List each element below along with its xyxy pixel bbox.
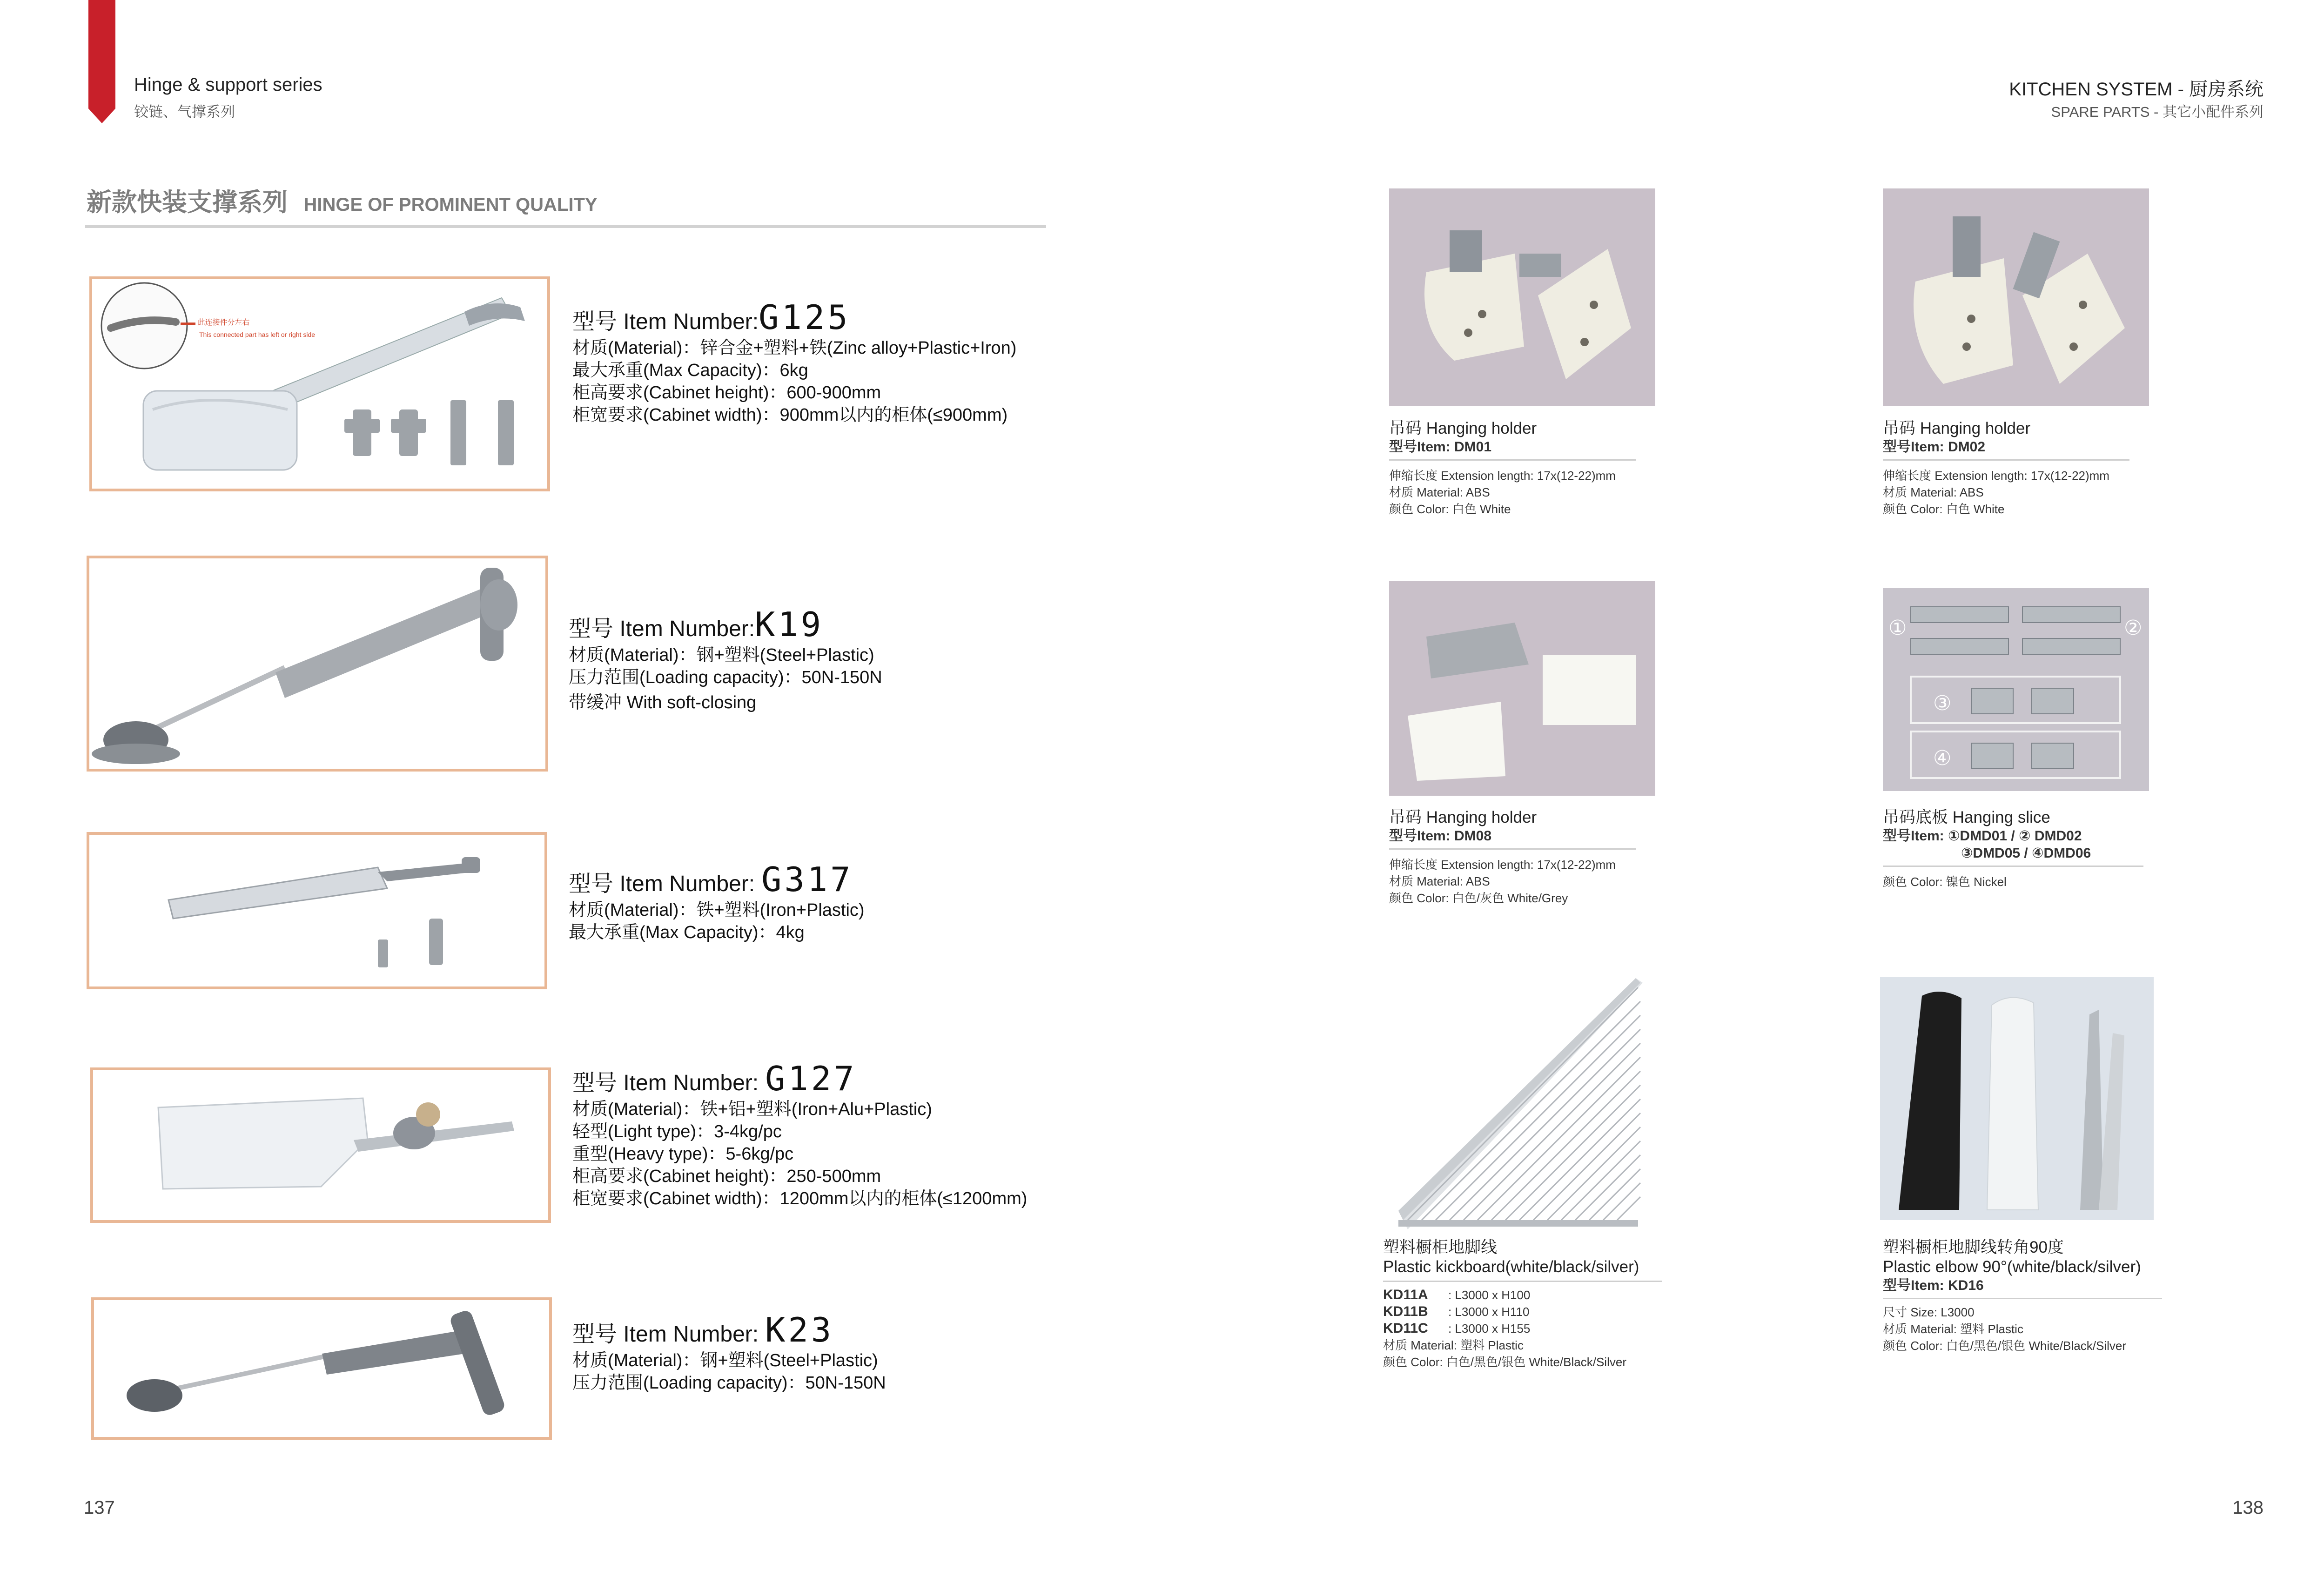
caption-divider [1389,459,1636,461]
spec-line: 最大承重(Max Capacity)：4kg [569,923,805,942]
item-number-label: 型号 Item Number: [572,1322,759,1347]
header-left-title: Hinge & support series [134,74,322,95]
caption-line: 尺寸 Size: L3000 [1883,1305,1975,1319]
photo-dmd [1883,588,2149,791]
header-right-subtitle: SPARE PARTS - 其它小配件系列 [2051,104,2264,120]
kd-size: : L3000 x H155 [1448,1322,1531,1335]
caption-dm08 [1389,808,1636,906]
caption-line: 颜色 Color: 镍色 Nickel [1883,875,2007,889]
caption-title-en: Plastic kickboard(white/black/silver) [1383,1258,1639,1276]
spec-line: 柜宽要求(Cabinet width)：900mm以内的柜体(≤900mm) [572,405,1008,425]
caption-title: 吊码 Hanging holder [1389,808,1537,826]
product-spec-g127 [572,1059,1027,1210]
header-right-title: KITCHEN SYSTEM - 厨房系统 [2009,79,2264,100]
item-number: G317 [761,860,853,899]
caption-line: 材质 Material: ABS [1883,485,1984,499]
page-number-right: 138 [2232,1497,2264,1518]
caption-line: 颜色 Color: 白色 White [1883,502,2005,516]
caption-kd11 [1383,1238,1662,1370]
marker-4: ④ [1933,746,1952,770]
item-number-label: 型号 Item Number: [569,617,755,641]
caption-line: 伸缩长度 Extension length: 17x(12-22)mm [1883,469,2109,483]
caption-item: 型号Item: ①DMD01 / ② DMD02 [1883,828,2082,844]
caption-line: 颜色 Color: 白色/黑色/银色 White/Black/Silver [1383,1355,1626,1369]
caption-title: 吊码底板 Hanging slice [1883,808,2050,826]
caption-line: 颜色 Color: 白色 White [1389,502,1511,516]
caption-line: 伸缩长度 Extension length: 17x(12-22)mm [1389,858,1616,872]
spec-line: 材质(Material)：钢+塑料(Steel+Plastic) [572,1351,878,1370]
svg-text:▬▬ 此连接件分左右: ▬▬ 此连接件分左右 [181,319,250,327]
caption-divider [1383,1281,1662,1282]
section-title [87,182,598,218]
caption-line: 材质 Material: ABS [1389,485,1490,499]
caption-item: 型号Item: DM02 [1883,439,1986,455]
caption-dm02 [1883,419,2129,517]
spec-line: 材质(Material)：铁+塑料(Iron+Plastic) [569,900,865,920]
spec-line: 轻型(Light type)：3-4kg/pc [572,1122,782,1141]
spec-line: 最大承重(Max Capacity)：6kg [572,361,808,380]
photo-dm08 [1389,581,1655,796]
spec-line: 材质(Material)：锌合金+塑料+铁(Zinc alloy+Plastic+Iron) [572,338,1017,358]
spec-line: 柜高要求(Cabinet height)：600-900mm [572,383,881,403]
item-number: K19 [755,605,824,644]
product-spec-g317 [569,860,865,944]
marker-1: ① [1888,616,1907,640]
product-spec-k23 [572,1310,886,1394]
caption-dm01 [1389,419,1636,517]
product-image-g125 [89,276,550,491]
section-title-cn: 新款快装支撑系列 [87,188,288,216]
marker-3: ③ [1933,691,1952,715]
kd-code: KD11B [1383,1304,1428,1319]
spec-line: 材质(Material)：铁+铝+塑料(Iron+Alu+Plastic) [572,1100,932,1119]
caption-item-2: ③DMD05 / ④DMD06 [1961,846,2091,861]
photo-kd16 [1880,977,2154,1220]
red-tab-marker [88,0,115,123]
header-left-subtitle: 铰链、气撑系列 [134,104,235,120]
kd-size: : L3000 x H110 [1448,1305,1530,1319]
caption-title: 吊码 Hanging holder [1883,419,2031,437]
caption-item: 型号Item: DM08 [1389,828,1492,844]
caption-line: 材质 Material: 塑料 Plastic [1383,1338,1524,1352]
caption-divider [1883,866,2143,867]
photo-dm02 [1883,188,2149,406]
caption-title: 吊码 Hanging holder [1389,419,1537,437]
caption-kd16 [1883,1238,2162,1354]
caption-line: 材质 Material: ABS [1389,874,1490,888]
g125-image-note: This connected part has left or right side [199,331,316,338]
kd-code: KD11A [1383,1287,1428,1302]
item-number: G125 [759,298,851,337]
item-number-label: 型号 Item Number: [572,1071,759,1095]
page-number-left: 137 [84,1497,115,1518]
spec-line: 重型(Heavy type)：5-6kg/pc [572,1144,794,1164]
product-spec-k19 [569,605,882,714]
spec-line: 带缓冲 With soft-closing [569,693,757,712]
kd-code: KD11C [1383,1321,1428,1336]
product-image-k23 [91,1297,552,1440]
section-divider [85,225,1046,228]
caption-divider [1389,848,1636,850]
caption-item: 型号Item: DM01 [1389,439,1492,455]
caption-title-cn: 塑料橱柜地脚线 [1383,1238,1498,1256]
caption-line: 颜色 Color: 白色/黑色/银色 White/Black/Silver [1883,1339,2126,1353]
caption-title-en: Plastic elbow 90°(white/black/silver) [1883,1258,2141,1276]
photo-kd11 [1389,969,1646,1229]
item-number-label: 型号 Item Number: [569,872,755,896]
caption-divider [1883,1298,2162,1299]
section-title-en: HINGE OF PROMINENT QUALITY [303,195,598,215]
item-number: G127 [765,1059,857,1098]
caption-line: 颜色 Color: 白色/灰色 White/Grey [1389,891,1568,905]
kd-size: : L3000 x H100 [1448,1288,1531,1302]
product-spec-g125 [572,298,1016,426]
caption-title-cn: 塑料橱柜地脚线转角90度 [1883,1238,2064,1256]
product-image-k19 [87,556,548,772]
spec-line: 柜宽要求(Cabinet width)：1200mm以内的柜体(≤1200mm) [572,1189,1028,1208]
marker-2: ② [2124,616,2143,640]
caption-item: 型号Item: KD16 [1883,1278,1984,1293]
spec-line: 材质(Material)：钢+塑料(Steel+Plastic) [569,645,874,665]
spec-line: 压力范围(Loading capacity)：50N-150N [572,1373,886,1393]
caption-divider [1883,459,2129,461]
caption-dmd [1883,808,2143,890]
spec-line: 压力范围(Loading capacity)：50N-150N [569,668,882,687]
product-image-g317 [87,832,547,989]
product-image-g127 [90,1067,551,1223]
photo-dm01 [1389,188,1655,406]
spec-line: 柜高要求(Cabinet height)：250-500mm [572,1167,881,1186]
item-number-label: 型号 Item Number: [572,309,759,334]
item-number: K23 [765,1310,834,1349]
caption-line: 伸缩长度 Extension length: 17x(12-22)mm [1389,469,1616,483]
caption-line: 材质 Material: 塑料 Plastic [1883,1322,2023,1336]
